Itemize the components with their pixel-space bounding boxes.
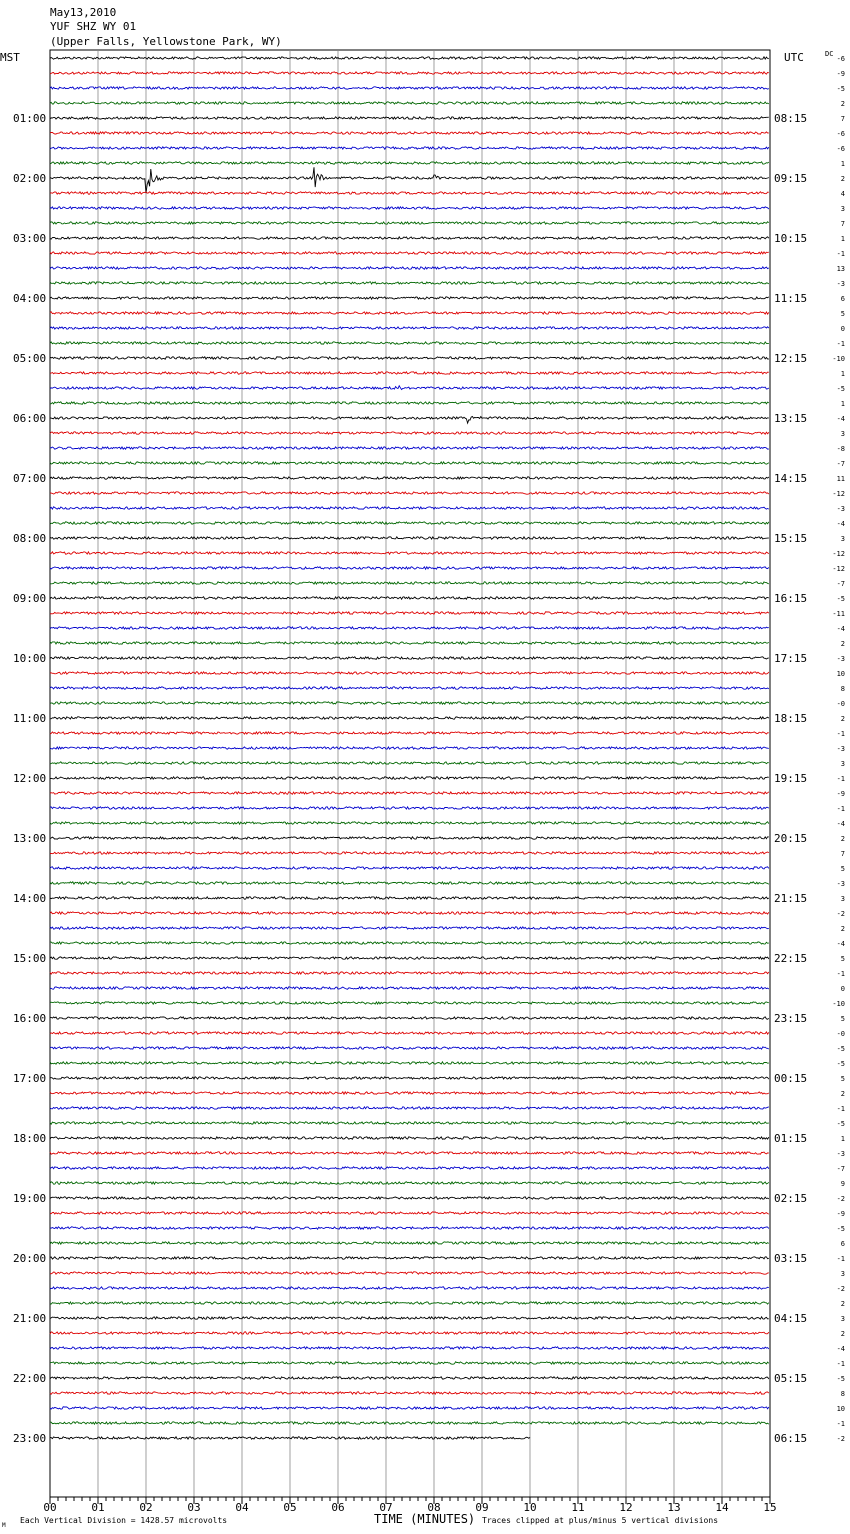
dc-offset-label: -3 (836, 280, 845, 288)
dc-offset-label: 3 (840, 205, 845, 213)
trace-line (50, 1152, 769, 1154)
dc-offset-label: 6 (840, 1240, 845, 1248)
mst-hour-label: 08:00 (13, 532, 47, 545)
dc-offset-label: 7 (840, 220, 845, 228)
x-tick-label: 14 (715, 1501, 729, 1514)
dc-offset-label: -6 (836, 145, 845, 153)
corner-mark: M (2, 1522, 6, 1529)
trace-line (50, 897, 769, 899)
trace-line (50, 132, 769, 134)
dc-offset-label: 5 (840, 955, 845, 963)
dc-offset-label: -5 (836, 1120, 845, 1128)
x-axis-title: TIME (MINUTES) (374, 1512, 476, 1526)
trace-line (50, 1107, 769, 1109)
dc-offset-label: -1 (836, 1255, 845, 1263)
trace-line (50, 1212, 769, 1214)
trace-line (50, 507, 769, 509)
x-tick-label: 00 (43, 1501, 57, 1514)
dc-offset-label: -4 (836, 625, 845, 633)
dc-offset-label: -1 (836, 730, 845, 738)
mst-hour-label: 10:00 (13, 652, 47, 665)
trace-line (50, 207, 769, 209)
dc-offset-label: -2 (836, 1435, 845, 1443)
dc-offset-label: 3 (840, 895, 845, 903)
mst-hour-label: 12:00 (13, 772, 47, 785)
right-axis-label: UTC (784, 51, 804, 64)
trace-line (50, 567, 769, 569)
mst-hour-label: 09:00 (13, 592, 47, 605)
trace-line (50, 402, 769, 404)
dc-offset-label: 8 (840, 685, 845, 693)
trace-line (50, 386, 769, 390)
utc-hour-label: 02:15 (774, 1192, 808, 1205)
dc-offset-label: -12 (832, 550, 845, 558)
trace-line (50, 162, 769, 164)
x-tick-label: 01 (91, 1501, 105, 1514)
dc-label: DC (825, 50, 834, 58)
trace-line (50, 432, 769, 434)
dc-offset-label: -7 (836, 460, 845, 468)
mst-hour-label: 11:00 (13, 712, 47, 725)
dc-offset-label: -12 (832, 490, 845, 498)
utc-hour-label: 11:15 (774, 292, 808, 305)
mst-hour-label: 21:00 (13, 1312, 47, 1325)
x-tick-label: 05 (283, 1501, 297, 1514)
trace-line (50, 597, 769, 599)
utc-hour-label: 22:15 (774, 952, 808, 965)
dc-offset-label: -1 (836, 775, 845, 783)
dc-offset-label: -3 (836, 505, 845, 513)
trace-line (50, 1422, 769, 1424)
dc-offset-label: 11 (836, 475, 845, 483)
mst-hour-label: 13:00 (13, 832, 47, 845)
trace-line (50, 627, 769, 629)
dc-offset-label: -10 (832, 1000, 845, 1008)
trace-line (50, 1017, 769, 1019)
utc-hour-label: 01:15 (774, 1132, 808, 1145)
trace-line (50, 612, 769, 614)
utc-hour-label: 03:15 (774, 1252, 808, 1265)
trace-line (50, 267, 769, 269)
mst-hour-label: 01:00 (13, 112, 47, 125)
utc-hour-label: 04:15 (774, 1312, 808, 1325)
left-axis-label: MST (0, 51, 20, 64)
utc-hour-label: 13:15 (774, 412, 808, 425)
trace-line (50, 327, 769, 329)
utc-hour-label: 17:15 (774, 652, 808, 665)
utc-hour-label: 20:15 (774, 832, 808, 845)
trace-line (50, 807, 769, 809)
trace-line (50, 762, 769, 764)
dc-offset-label: 5 (840, 865, 845, 873)
utc-hour-label: 16:15 (774, 592, 808, 605)
dc-offset-label: 5 (840, 1015, 845, 1023)
trace-line (50, 1272, 769, 1274)
trace-line (50, 987, 769, 989)
trace-line (50, 582, 769, 584)
mst-hour-label: 20:00 (13, 1252, 47, 1265)
dc-offset-label: 1 (840, 400, 845, 408)
dc-offset-labels (832, 55, 845, 1443)
trace-line (50, 192, 769, 194)
utc-hour-label: 15:15 (774, 532, 808, 545)
x-tick-label: 06 (331, 1501, 345, 1514)
dc-offset-label: 1 (840, 235, 845, 243)
mst-hour-label: 16:00 (13, 1012, 47, 1025)
trace-line (50, 372, 769, 374)
trace-line (50, 72, 769, 74)
dc-offset-label: -1 (836, 805, 845, 813)
utc-hour-labels (774, 112, 807, 1445)
utc-hour-label: 06:15 (774, 1432, 808, 1445)
trace-line (50, 942, 769, 944)
trace-line (50, 87, 769, 89)
mst-hour-label: 22:00 (13, 1372, 47, 1385)
trace-line (50, 492, 769, 494)
dc-offset-label: -11 (832, 610, 845, 618)
trace-line (50, 867, 769, 869)
dc-offset-label: 2 (840, 100, 845, 108)
dc-offset-label: -9 (836, 1210, 845, 1218)
dc-offset-label: 10 (836, 1405, 845, 1413)
dc-offset-label: 10 (836, 670, 845, 678)
dc-offset-label: -1 (836, 250, 845, 258)
dc-offset-label: 8 (840, 1390, 845, 1398)
dc-offset-label: -5 (836, 385, 845, 393)
mst-hour-label: 06:00 (13, 412, 47, 425)
trace-line (50, 642, 769, 644)
mst-hour-label: 04:00 (13, 292, 47, 305)
location-label: (Upper Falls, Yellowstone Park, WY) (50, 35, 282, 48)
trace-line (50, 792, 769, 794)
mst-hour-label: 19:00 (13, 1192, 47, 1205)
mst-hour-label: 03:00 (13, 232, 47, 245)
scale-note: Each Vertical Division = 1428.57 microvolts (20, 1516, 228, 1525)
trace-line (50, 777, 769, 779)
dc-offset-label: -5 (836, 1225, 845, 1233)
x-tick-label: 12 (619, 1501, 633, 1514)
dc-offset-label: 3 (840, 1315, 845, 1323)
dc-offset-label: -10 (832, 355, 845, 363)
trace-line (50, 1332, 769, 1334)
utc-hour-label: 12:15 (774, 352, 808, 365)
dc-offset-label: -9 (836, 70, 845, 78)
dc-offset-label: 1 (840, 1135, 845, 1143)
dc-offset-label: -1 (836, 340, 845, 348)
utc-hour-label: 18:15 (774, 712, 808, 725)
dc-offset-label: -8 (836, 445, 845, 453)
dc-offset-label: -5 (836, 1045, 845, 1053)
utc-hour-label: 05:15 (774, 1372, 808, 1385)
trace-line (50, 462, 769, 464)
trace-line (50, 1392, 769, 1394)
dc-offset-label: -1 (836, 1420, 845, 1428)
dc-offset-label: 7 (840, 115, 845, 123)
plot-frame (50, 50, 770, 1497)
mst-hour-label: 14:00 (13, 892, 47, 905)
dc-offset-label: 2 (840, 1300, 845, 1308)
mst-hour-label: 18:00 (13, 1132, 47, 1145)
trace-line (50, 1242, 769, 1244)
date-label: May13,2010 (50, 6, 117, 19)
dc-offset-label: -1 (836, 970, 845, 978)
x-tick-label: 15 (763, 1501, 777, 1514)
trace-line (50, 1302, 769, 1304)
trace-line (50, 537, 769, 539)
clip-note: Traces clipped at plus/minus 5 vertical divisions (482, 1516, 719, 1525)
trace-line (50, 822, 769, 824)
dc-offset-label: -5 (836, 85, 845, 93)
dc-offset-label: -0 (836, 700, 845, 708)
trace-line (50, 1407, 769, 1409)
dc-offset-label: -7 (836, 580, 845, 588)
trace-line (50, 1092, 769, 1094)
utc-hour-label: 19:15 (774, 772, 808, 785)
utc-hour-label: 08:15 (774, 112, 808, 125)
dc-offset-label: -3 (836, 655, 845, 663)
mst-hour-labels (13, 112, 46, 1445)
trace-line (50, 1167, 769, 1169)
dc-offset-label: 4 (840, 190, 845, 198)
trace-line (50, 882, 769, 884)
trace-line (50, 852, 769, 854)
dc-offset-label: -9 (836, 790, 845, 798)
dc-offset-label: -4 (836, 1345, 845, 1353)
x-tick-label: 02 (139, 1501, 153, 1514)
trace-line (50, 297, 769, 299)
trace-line (50, 1002, 769, 1004)
dc-offset-label: -5 (836, 1060, 845, 1068)
trace-line (50, 282, 769, 284)
dc-offset-label: 2 (840, 175, 845, 183)
mst-hour-label: 02:00 (13, 172, 47, 185)
trace-line (50, 972, 769, 974)
dc-offset-label: 13 (836, 265, 845, 273)
utc-hour-label: 09:15 (774, 172, 808, 185)
dc-offset-label: 9 (840, 1180, 845, 1188)
minute-grid (50, 50, 770, 1497)
trace-line (50, 1062, 769, 1064)
trace-line (50, 927, 769, 929)
dc-offset-label: 2 (840, 640, 845, 648)
trace-line (50, 1287, 769, 1289)
trace-line (50, 447, 769, 449)
trace-line (50, 837, 769, 839)
utc-hour-label: 23:15 (774, 1012, 808, 1025)
dc-offset-label: -0 (836, 1030, 845, 1038)
trace-line (50, 657, 769, 659)
dc-offset-label: -7 (836, 1165, 845, 1173)
dc-offset-label: 2 (840, 925, 845, 933)
trace-line (50, 147, 769, 149)
trace-line (50, 102, 769, 104)
dc-offset-label: 2 (840, 1330, 845, 1338)
dc-offset-label: 0 (840, 325, 845, 333)
trace-line (50, 237, 769, 239)
dc-offset-label: -6 (836, 55, 845, 63)
dc-offset-label: -2 (836, 1195, 845, 1203)
dc-offset-label: 6 (840, 295, 845, 303)
trace-line (50, 417, 769, 424)
trace-line (50, 1257, 769, 1259)
dc-offset-label: 5 (840, 1075, 845, 1083)
trace-line (50, 1362, 769, 1364)
trace-line (50, 1122, 769, 1124)
dc-offset-label: -12 (832, 565, 845, 573)
dc-offset-label: -4 (836, 940, 845, 948)
dc-offset-label: 0 (840, 985, 845, 993)
trace-line (50, 1317, 769, 1319)
dc-offset-label: -5 (836, 595, 845, 603)
x-tick-label: 10 (523, 1501, 537, 1514)
mst-hour-label: 07:00 (13, 472, 47, 485)
utc-hour-label: 21:15 (774, 892, 808, 905)
trace-line (50, 167, 769, 193)
trace-line (50, 312, 769, 314)
dc-offset-label: 2 (840, 1090, 845, 1098)
dc-offset-label: 3 (840, 760, 845, 768)
trace-line (50, 357, 769, 359)
dc-offset-label: -2 (836, 1285, 845, 1293)
trace-line (50, 1227, 769, 1229)
dc-offset-label: -6 (836, 130, 845, 138)
trace-line (50, 687, 769, 689)
station-label: YUF SHZ WY 01 (50, 20, 137, 33)
trace-line (50, 477, 769, 479)
trace-line (50, 342, 769, 344)
trace-line (50, 522, 769, 524)
x-tick-label: 04 (235, 1501, 249, 1514)
trace-line (50, 717, 769, 719)
dc-offset-label: -4 (836, 520, 845, 528)
mst-hour-label: 15:00 (13, 952, 47, 965)
mst-hour-label: 05:00 (13, 352, 47, 365)
x-tick-label: 07 (379, 1501, 393, 1514)
trace-line (50, 702, 769, 704)
dc-offset-label: 3 (840, 535, 845, 543)
dc-offset-label: -2 (836, 910, 845, 918)
dc-offset-label: 1 (840, 160, 845, 168)
trace-line (50, 957, 769, 959)
dc-offset-label: 3 (840, 430, 845, 438)
trace-line (50, 117, 769, 119)
dc-offset-label: -4 (836, 820, 845, 828)
x-tick-label: 08 (427, 1501, 441, 1514)
dc-offset-label: -1 (836, 1360, 845, 1368)
dc-offset-label: -3 (836, 745, 845, 753)
x-tick-label: 11 (571, 1501, 585, 1514)
trace-line (50, 732, 769, 734)
trace-line (50, 912, 769, 914)
x-tick-label: 09 (475, 1501, 489, 1514)
mst-hour-label: 17:00 (13, 1072, 47, 1085)
trace-line (50, 57, 769, 59)
trace-line (50, 552, 769, 554)
trace-line (50, 1077, 769, 1079)
dc-offset-label: -5 (836, 1375, 845, 1383)
dc-offset-label: -3 (836, 1150, 845, 1158)
utc-hour-label: 10:15 (774, 232, 808, 245)
utc-hour-label: 14:15 (774, 472, 808, 485)
trace-group (50, 57, 769, 1439)
x-tick-label: 03 (187, 1501, 201, 1514)
trace-line (50, 1047, 769, 1049)
trace-line (50, 1347, 769, 1349)
dc-offset-label: -3 (836, 880, 845, 888)
trace-line (50, 672, 769, 674)
mst-hour-label: 23:00 (13, 1432, 47, 1445)
dc-offset-label: -1 (836, 1105, 845, 1113)
trace-line (50, 222, 769, 224)
dc-offset-label: 7 (840, 850, 845, 858)
trace-line (50, 252, 769, 254)
x-tick-label: 13 (667, 1501, 681, 1514)
dc-offset-label: 1 (840, 370, 845, 378)
trace-line (50, 1182, 769, 1184)
dc-offset-label: -4 (836, 415, 845, 423)
dc-offset-label: 5 (840, 310, 845, 318)
trace-line (50, 1197, 769, 1199)
trace-line (50, 1137, 769, 1139)
dc-offset-label: 2 (840, 835, 845, 843)
dc-offset-label: 2 (840, 715, 845, 723)
utc-hour-label: 00:15 (774, 1072, 808, 1085)
trace-line (50, 1377, 769, 1379)
trace-line (50, 747, 769, 749)
trace-line (50, 1032, 769, 1034)
dc-offset-label: 3 (840, 1270, 845, 1278)
